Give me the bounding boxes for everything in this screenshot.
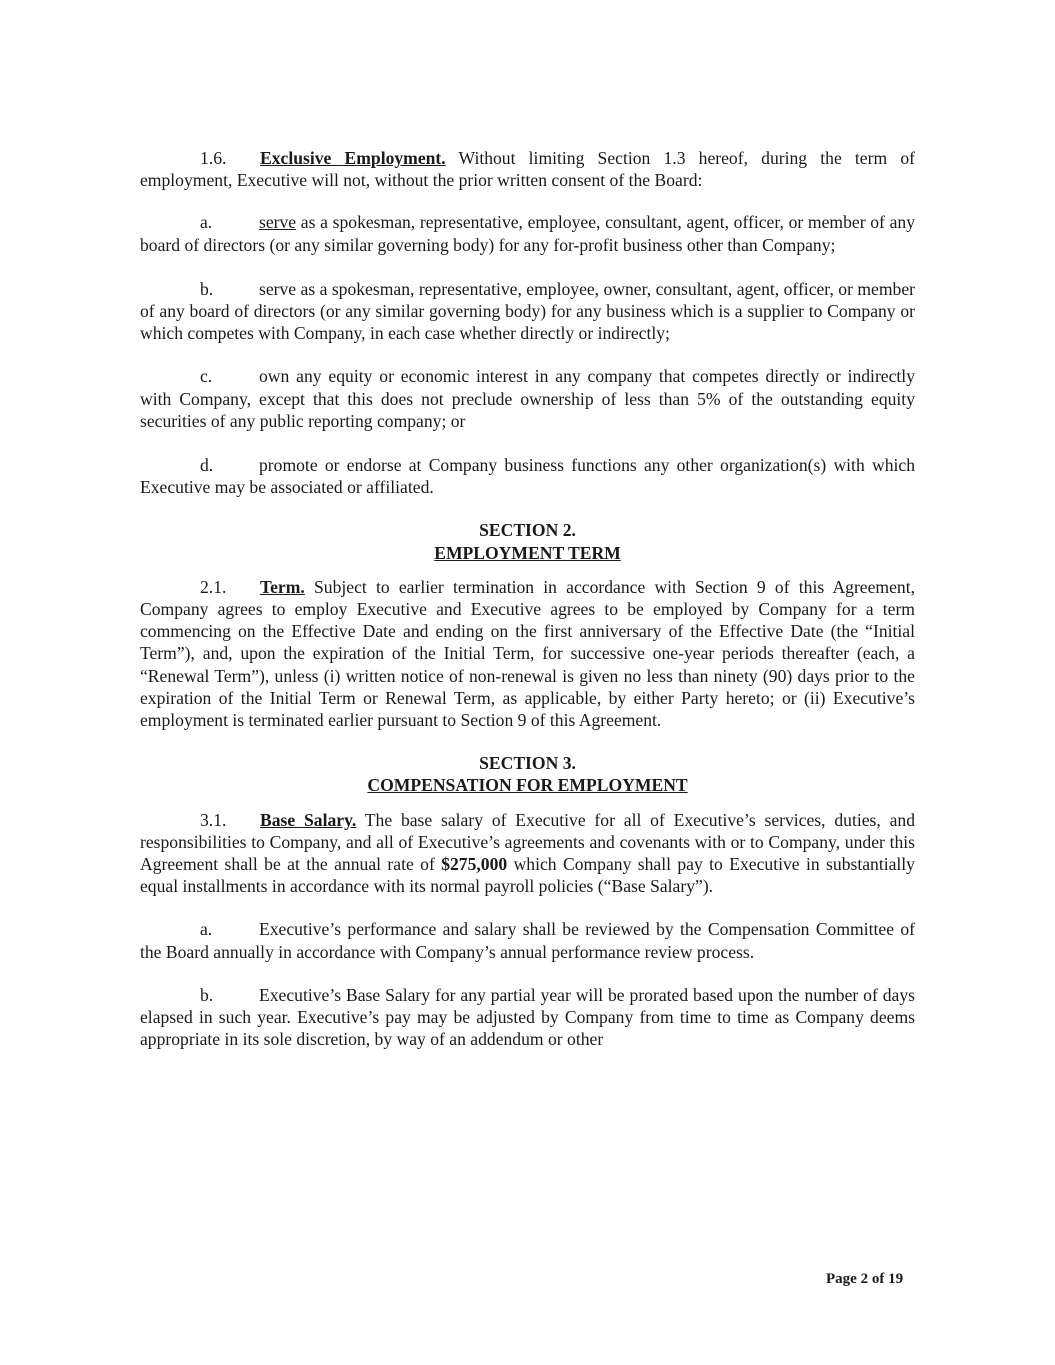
- item-label: c.: [200, 366, 213, 387]
- document-body: [140, 147, 915, 1051]
- section-3-heading: [140, 752, 915, 796]
- item-label: a.: [200, 919, 213, 940]
- clause-1-6-item-d: [140, 454, 915, 498]
- clause-number: 1.6.: [200, 148, 227, 168]
- clause-text-continued: which Company shall pay to Executive in substantially equal installments in accordance with its normal payroll policies (“Base Salary”).: [140, 854, 915, 897]
- clause-3-1: [140, 809, 915, 898]
- clause-2-1: [140, 576, 915, 731]
- clause-heading: Base Salary.: [260, 809, 357, 830]
- section-title: COMPENSATION FOR EMPLOYMENT: [367, 775, 688, 796]
- page-number: Page 2 of 19: [826, 1271, 904, 1287]
- item-text: own any equity or economic interest in any company that competes directly or indirectly with Company, except that this does not preclude ownership of less than 5% of the outstanding equity securities of any public reporting company; or: [140, 366, 915, 431]
- item-text: serve as a spokesman, representative, employee, owner, consultant, agent, officer, or member of any board of directors (or any similar governing body) for any business which is a supplier to Company or which competes with Company, in each case whether directly or indirectly;: [140, 278, 915, 344]
- clause-3-1-item-a: [140, 918, 915, 962]
- clause-text: The base salary of Executive for all of Executive’s services, duties, and responsibilities to Company, and all of Executive’s agreements and covenants with or to Company, under this Agreement shall be at the annual rate of: [140, 809, 915, 875]
- section-2-heading: [140, 519, 915, 563]
- item-text: as a spokesman, representative, employee, consultant, agent, officer, or member of any board of directors (or any similar governing body) for any for-profit business other than Company;: [140, 212, 915, 255]
- clause-1-6-item-c: [140, 365, 915, 432]
- clause-text: Without limiting Section 1.3 hereof, during the term of employment, Executive will not, without the prior written consent of the Board:: [140, 148, 915, 191]
- clause-heading: Exclusive Employment.: [260, 148, 446, 168]
- item-label: d.: [200, 455, 214, 476]
- clause-1-6-item-b: [140, 278, 915, 345]
- clause-heading: Term.: [260, 576, 305, 597]
- clause-text: Subject to earlier termination in accordance with Section 9 of this Agreement, Company agrees to employ Executive and Executive agrees to be employed by Company for a term commencing on the Effective Date and ending on the first anniversary of the Effective Date (the “Initial Term”), and, upon the expiration of the Initial Term, for successive one-year periods thereafter (each, a “Renewal Term”), unless (i) written notice of non-renewal is given no less than ninety (90) days prior to the expiration of the Initial Term or Renewal Term, as applicable, by either Party hereto; or (ii) Executive’s employment is terminated earlier pursuant to Section 9 of this Agreement.: [140, 576, 915, 731]
- clause-number: 2.1.: [200, 576, 227, 597]
- item-lead-word: serve: [259, 212, 297, 233]
- item-label: b.: [200, 984, 214, 1005]
- salary-amount: $275,000: [441, 854, 508, 875]
- clause-1-6-item-a: [140, 211, 915, 255]
- clause-3-1-item-b: [140, 984, 915, 1051]
- item-text: Executive’s Base Salary for any partial year will be prorated based upon the number of days elapsed in such year. Executive’s pay may be adjusted by Company from time to time as Company deems appropriate in its sole discretion, by way of an addendum or other: [140, 984, 915, 1050]
- section-label: SECTION 2.: [479, 520, 576, 541]
- item-text: promote or endorse at Company business functions any other organization(s) with which Executive may be associated or affiliated.: [140, 455, 915, 498]
- clause-1-6: [140, 147, 915, 191]
- section-title: EMPLOYMENT TERM: [434, 542, 621, 563]
- item-label: b.: [200, 278, 214, 299]
- section-label: SECTION 3.: [479, 753, 576, 774]
- item-label: a.: [200, 212, 213, 233]
- item-text: Executive’s performance and salary shall be reviewed by the Compensation Committee of the Board annually in accordance with Company’s annual performance review process.: [140, 919, 915, 962]
- clause-number: 3.1.: [200, 809, 227, 830]
